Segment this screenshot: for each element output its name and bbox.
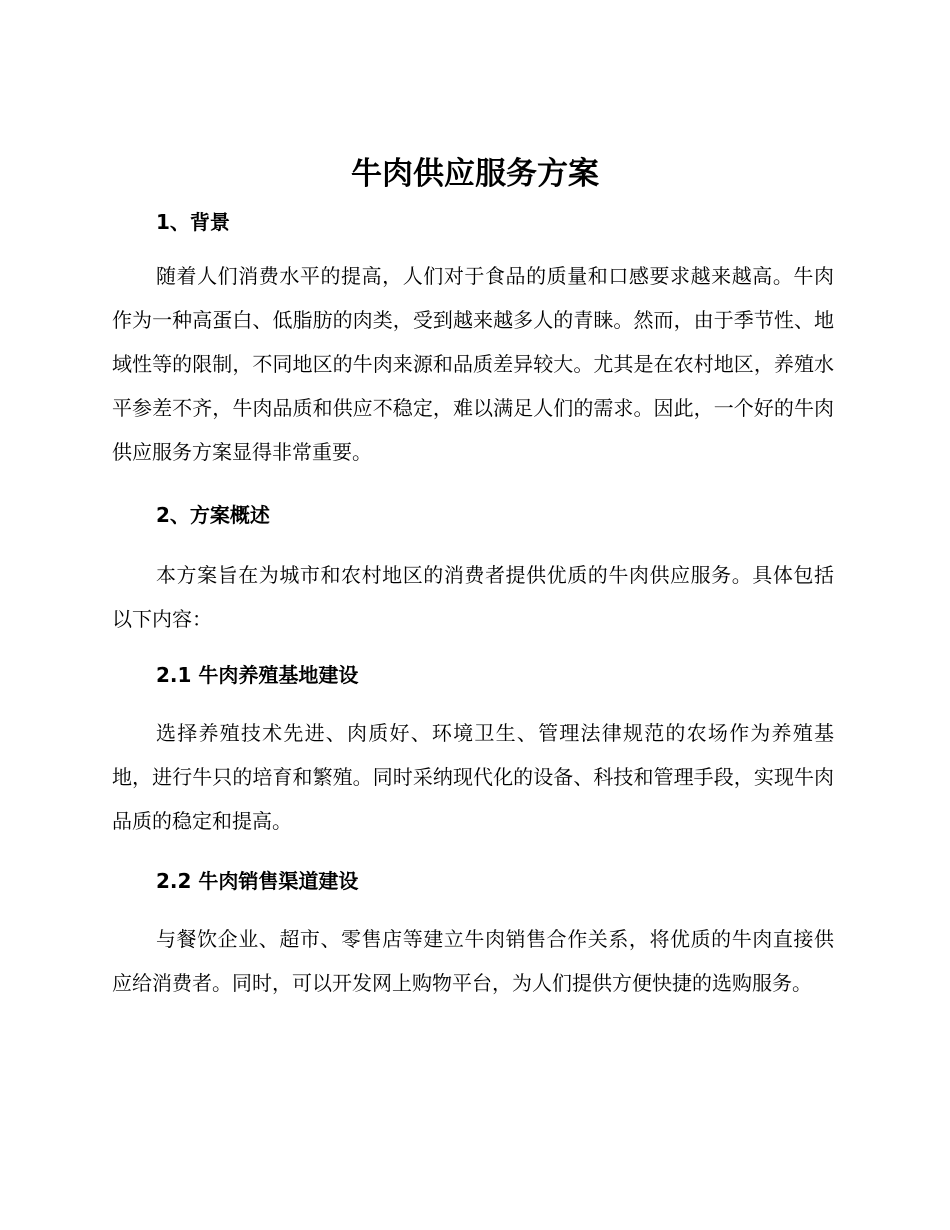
section-paragraph-overview: 本方案旨在为城市和农村地区的消费者提供优质的牛肉供应服务。具体包括以下内容：: [112, 563, 834, 631]
section-paragraph-sales-channel: 与餐饮企业、超市、零售店等建立牛肉销售合作关系，将优质的牛肉直接供应给消费者。同时，可以开发网上购物平台，为人们提供方便快捷的选购服务。: [112, 927, 834, 995]
section-paragraph-breeding-base: 选择养殖技术先进、肉质好、环境卫生、管理法律规范的农场作为养殖基地，进行牛只的培育和繁殖。同时采纳现代化的设备、科技和管理手段，实现牛肉品质的稳定和提高。: [112, 721, 834, 833]
section-heading-background: 1、背景: [156, 210, 230, 234]
section-heading-overview: 2、方案概述: [156, 503, 270, 527]
document-title: 牛肉供应服务方案: [351, 156, 599, 192]
section-heading-sales-channel: 2.2 牛肉销售渠道建设: [156, 869, 359, 893]
section-heading-breeding-base: 2.1 牛肉养殖基地建设: [156, 663, 359, 687]
section-paragraph-background: 随着人们消费水平的提高，人们对于食品的质量和口感要求越来越高。牛肉作为一种高蛋白、低脂肪的肉类，受到越来越多人的青睐。然而，由于季节性、地域性等的限制，不同地区的牛肉来源和品质差异较大。尤其是在农村地区，养殖水平参差不齐，牛肉品质和供应不稳定，难以满足人们的需求。因此，一个好的牛肉供应服务方案显得非常重要。: [112, 264, 834, 464]
